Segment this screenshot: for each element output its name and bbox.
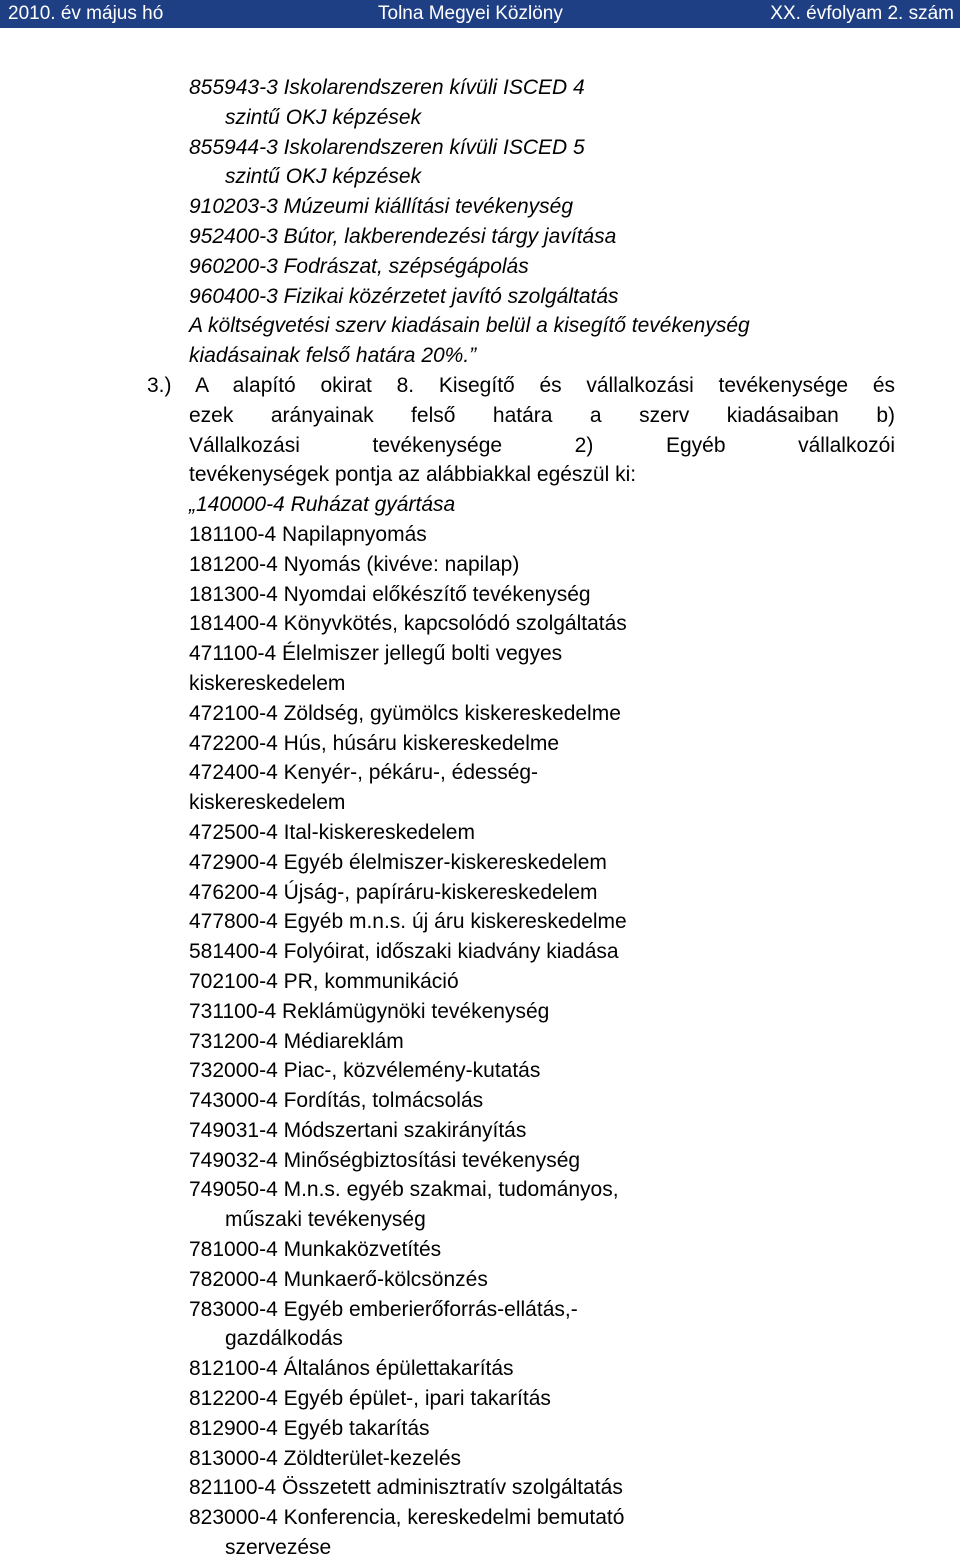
list-item: 472500-4 Ital-kiskereskedelem (189, 820, 475, 844)
italic-line: A költségvetési szerv kiadásain belül a kisegítő tevékenység (189, 314, 750, 338)
page-header (0, 0, 960, 28)
italic-line: kiadásainak felső határa 20%.” (189, 344, 477, 368)
list-item: 181200-4 Nyomás (kivéve: napilap) (189, 552, 520, 576)
list-item: 812100-4 Általános épülettakarítás (189, 1357, 514, 1381)
header-date: 2010. év május hó (8, 3, 164, 24)
list-item: 812900-4 Egyéb takarítás (189, 1416, 430, 1440)
list-item: „140000-4 Ruházat gyártása (189, 493, 456, 517)
italic-line: 910203-3 Múzeumi kiállítási tevékenység (189, 195, 574, 219)
section-heading-line: 3.) A alapító okirat 8. Kisegítő és vállalkozási tevékenysége és (147, 373, 895, 397)
italic-line: szintű OKJ képzések (225, 105, 422, 129)
list-item: 813000-4 Zöldterület-kezelés (189, 1446, 461, 1470)
list-item: 743000-4 Fordítás, tolmácsolás (189, 1089, 484, 1113)
list-item: 749031-4 Módszertani szakirányítás (189, 1118, 527, 1142)
list-item: kiskereskedelem (189, 671, 346, 695)
list-item: 472200-4 Hús, húsáru kiskereskedelme (189, 731, 560, 755)
list-item: szervezése (225, 1536, 332, 1560)
list-item: 782000-4 Munkaerő-kölcsönzés (189, 1267, 488, 1291)
list-item: 181400-4 Könyvkötés, kapcsolódó szolgáltatás (189, 612, 627, 636)
list-item: kiskereskedelem (189, 791, 346, 815)
list-item: 731200-4 Médiareklám (189, 1029, 404, 1053)
list-item: 472100-4 Zöldség, gyümölcs kiskereskedelme (189, 701, 621, 725)
italic-line: 855944-3 Iskolarendszeren kívüli ISCED 5 (189, 135, 585, 159)
list-item: 472400-4 Kenyér-, pékáru-, édesség- (189, 761, 539, 785)
list-item: 812200-4 Egyéb épület-, ipari takarítás (189, 1387, 551, 1411)
list-item: 476200-4 Újság-, papíráru-kiskereskedelem (189, 880, 598, 904)
list-item: 181300-4 Nyomdai előkészítő tevékenység (189, 582, 591, 606)
list-item: 821100-4 Összetett adminisztratív szolgáltatás (189, 1476, 623, 1500)
list-item: 181100-4 Napilapnyomás (189, 522, 427, 546)
italic-line: 960200-3 Fodrászat, szépségápolás (189, 254, 529, 278)
header-volume: XX. évfolyam 2. szám (770, 3, 954, 24)
header-publication-title: Tolna Megyei Közlöny (378, 3, 563, 24)
list-item: 732000-4 Piac-, közvélemény-kutatás (189, 1059, 541, 1083)
list-item: 749032-4 Minőségbiztosítási tevékenység (189, 1148, 581, 1172)
list-item: 823000-4 Konferencia, kereskedelmi bemutató (189, 1506, 625, 1530)
list-item: 477800-4 Egyéb m.n.s. új áru kiskereskedelme (189, 910, 627, 934)
italic-line: 960400-3 Fizikai közérzetet javító szolgáltatás (189, 284, 619, 308)
list-item: 472900-4 Egyéb élelmiszer-kiskereskedelem (189, 850, 607, 874)
document-body (147, 73, 895, 1563)
section-text-line: ezek arányainak felső határa a szerv kiadásaiban b) (189, 403, 895, 427)
section-text-line: Vállalkozási tevékenysége 2) Egyéb vállalkozói (189, 433, 895, 457)
italic-line: 952400-3 Bútor, lakberendezési tárgy javítása (189, 224, 617, 248)
list-item: 471100-4 Élelmiszer jellegű bolti vegyes (189, 642, 563, 666)
italic-line: 855943-3 Iskolarendszeren kívüli ISCED 4 (189, 76, 585, 99)
list-item: 749050-4 M.n.s. egyéb szakmai, tudományos, (189, 1178, 619, 1202)
list-item: 783000-4 Egyéb emberierőforrás-ellátás,- (189, 1297, 578, 1321)
list-item: 781000-4 Munkaközvetítés (189, 1238, 442, 1262)
list-item: gazdálkodás (225, 1327, 343, 1351)
list-item: 702100-4 PR, kommunikáció (189, 969, 459, 993)
italic-line: szintű OKJ képzések (225, 165, 422, 189)
list-item: 731100-4 Reklámügynöki tevékenység (189, 999, 550, 1023)
list-item: műszaki tevékenység (225, 1208, 426, 1232)
list-item: 581400-4 Folyóirat, időszaki kiadvány kiadása (189, 940, 619, 964)
section-text-line: tevékenységek pontja az alábbiakkal egészül ki: (189, 463, 637, 487)
